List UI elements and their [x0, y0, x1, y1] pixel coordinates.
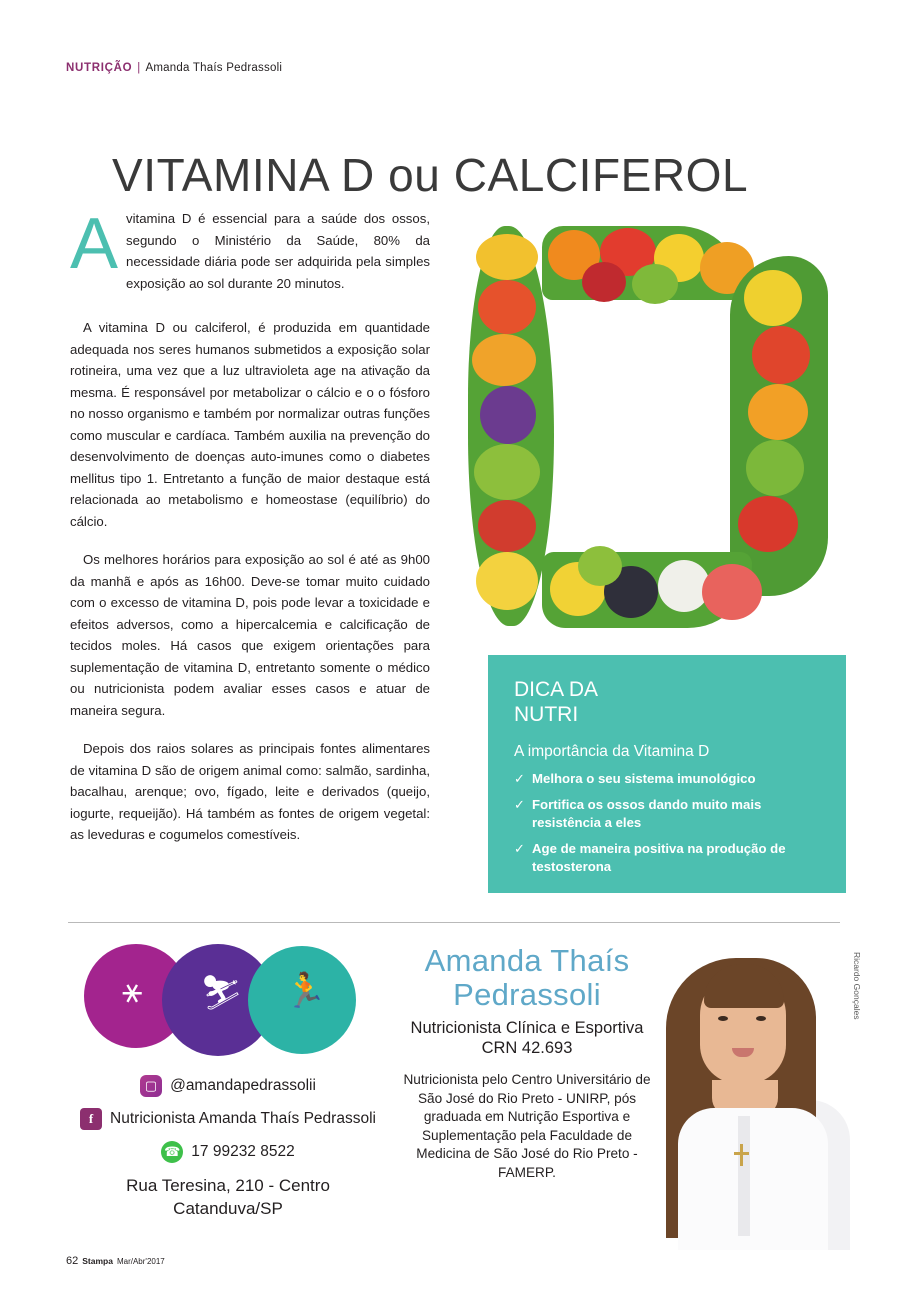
- paragraph-4: Depois dos raios solares as principais fontes alimentares de vitamina D são de origem animal como: salmão, sardinha, bacalhau, arenque; ovo, fígado, leite e derivados (queijo, iogurte, requeijão). Há também as fontes de origem vegetal: as leveduras e cogumelos comestíveis.: [70, 741, 430, 842]
- paragraph-2: A vitamina D ou calciferol, é produzida em quantidade adequada nos seres humanos submetidos a exposição solar rotineira, uma vez que a luz ultravioleta age na ativação da mesma. É responsável por metabolizar o cálcio e o o fósforo no nosso organismo e também por normalizar outras funções como muscular e cardíaca. Também auxilia na prevenção do desenvolvimento de doenças auto-imunes como o diabetes mellitus tipo 1. Entretanto a função de maior destaque está relacionada ao metabolismo e homeostase (equilíbrio) do cálcio.: [70, 320, 430, 529]
- contact-block: [78, 1075, 378, 1231]
- tip-item-text: Age de maneira positiva na produção de testosterona: [532, 841, 786, 874]
- issue-label: Mar/Abr'2017: [116, 1257, 165, 1266]
- instagram-handle: @amandapedrassolii: [170, 1077, 316, 1094]
- header-kicker: [66, 62, 282, 74]
- paragraph-3: Os melhores horários para exposição ao sol é até as 9h00 da manhã e após as 16h00. Deve-se tomar muito cuidado com o excesso de vitamina D, pois pode levar a toxicidade e efeitos adversos, como a hipercalcemia e calcificação de tecidos moles. Há casos que exigem orientações para suplementação de vitamina D, entretanto somente o médico ou nutricionista podem avaliar esses casos e atuar de maneira segura.: [70, 552, 430, 718]
- brand-logo: [78, 938, 366, 1058]
- article-body: [70, 204, 430, 863]
- tip-title-line2: NUTRI: [514, 703, 579, 726]
- contact-row-whatsapp[interactable]: [78, 1141, 378, 1163]
- paragraph-1-text: vitamina D é essencial para a saúde dos ossos, segundo o Ministério da Saúde, 80% da necessidade diária pode ser adquirida pela simples exposição ao sol durante 20 minutos.: [126, 211, 430, 291]
- section-divider: [68, 922, 840, 923]
- tip-title-line1: DICA DA: [514, 678, 599, 701]
- contact-row-facebook[interactable]: [78, 1108, 378, 1130]
- profile-name-line2: Pedrassoli: [453, 977, 601, 1012]
- tip-item-text: Melhora o seu sistema imunológico: [532, 771, 756, 786]
- whatsapp-icon: ☎: [161, 1141, 183, 1163]
- address-line-1: Rua Teresina, 210 - Centro: [126, 1176, 330, 1195]
- profile-block: [393, 944, 661, 1182]
- facebook-icon: f: [80, 1108, 102, 1130]
- drop-cap: A: [70, 204, 119, 284]
- profile-bio: Nutricionista pelo Centro Universitário de São José do Rio Preto - UNIRP, pós graduada em Nutrição Esportiva e Suplementação pela Faculdade de Medicina de São José do Rio Preto - FAMERP.: [403, 1072, 651, 1180]
- tip-box-subtitle: A importância da Vitamina D: [514, 743, 710, 760]
- figure-icon-run: 🏃: [284, 972, 327, 1010]
- tip-list-item: [514, 796, 822, 832]
- page-footer: [66, 1255, 165, 1267]
- figure-icon-stretch: ⚹: [122, 972, 143, 1010]
- tip-item-text: Fortifica os ossos dando muito mais resistência a eles: [532, 797, 762, 830]
- check-icon: ✓: [514, 771, 525, 786]
- whatsapp-number: 17 99232 8522: [191, 1143, 295, 1160]
- magazine-name: Stampa: [82, 1256, 113, 1266]
- address-line-2: Catanduva/SP: [173, 1199, 283, 1218]
- kicker-separator: |: [137, 62, 141, 74]
- contact-row-instagram[interactable]: [78, 1075, 378, 1097]
- section-label: NUTRIÇÃO: [66, 62, 133, 74]
- letter-d-food-photo: [450, 208, 846, 640]
- check-icon: ✓: [514, 841, 525, 856]
- page-title: VITAMINA D ou CALCIFEROL: [112, 148, 749, 201]
- figure-icon-cycle: ⛷: [200, 974, 244, 1012]
- kicker-author: Amanda Thaís Pedrassoli: [145, 62, 283, 74]
- photo-credit: Ricardo Gonçales: [852, 952, 862, 1020]
- profile-crn: CRN 42.693: [481, 1039, 573, 1057]
- paragraph-1: [70, 204, 430, 300]
- tip-box: [488, 655, 846, 893]
- facebook-name: Nutricionista Amanda Thaís Pedrassoli: [110, 1110, 376, 1127]
- tip-list-item: [514, 770, 822, 788]
- tip-box-list: [514, 770, 822, 876]
- check-icon: ✓: [514, 797, 525, 812]
- tip-list-item: [514, 840, 822, 876]
- profile-name-line1: Amanda Thaís: [424, 943, 630, 978]
- tip-box-title: [514, 677, 822, 727]
- instagram-icon: ▢: [140, 1075, 162, 1097]
- address-block: [78, 1174, 378, 1220]
- profile-role: Nutricionista Clínica e Esportiva: [410, 1019, 644, 1037]
- profile-portrait: [660, 930, 850, 1250]
- page-number: 62: [66, 1255, 79, 1267]
- letter-d-composition: [462, 216, 834, 632]
